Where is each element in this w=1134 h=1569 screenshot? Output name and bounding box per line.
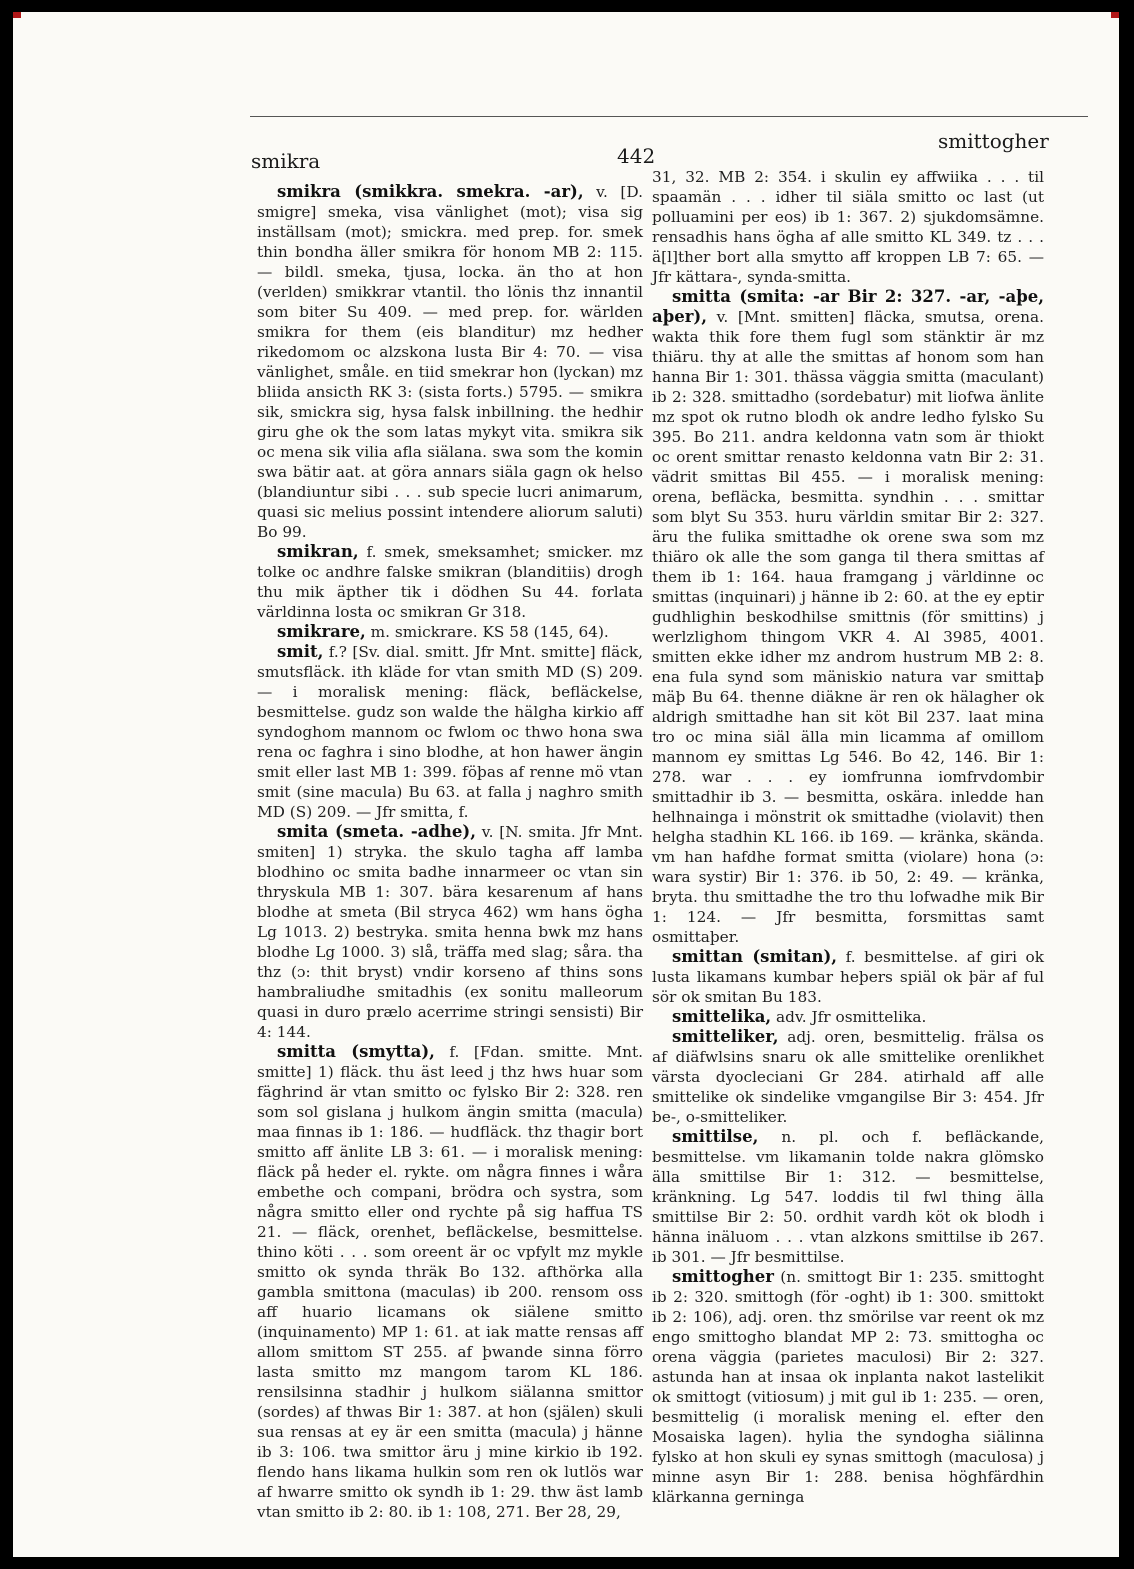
entry [257, 1042, 643, 1522]
entry-continuation [652, 167, 1044, 287]
entry-text: f. smek, smeksamhet; smicker. mz tolke oc andhre falske smikran (blanditiis) drogh thu mik äpther tik i dödhen Su 44. forlata världinna losta oc smikran Gr 318. [257, 543, 643, 621]
entry-headword: smitta (smytta), [277, 1042, 435, 1061]
running-head-right: smittogher [938, 129, 1049, 153]
entry [257, 642, 643, 822]
entry-headword: smita (smeta. -adhe), [277, 822, 476, 841]
entry-headword: smit, [277, 642, 324, 661]
dictionary-page [13, 12, 1119, 1557]
entry-text: v. [D. smigre] smeka, visa vänlighet (mot); visa sig inställsam (mot); smickra. med prep. for. smek thin bondha äller smikra för honom MB 2: 115. — bildl. smeka, tjusa, locka. än tho at hon (verlden) smikkrar vtantil. tho lönis thz innantil som biter Su 409. — med prep. for. wärlden smikra for them (eis blanditur) mz hedher rikedomom oc alzskona lusta Bir 4: 70. — visa vänlighet, småle. en tiid smekrar hon (lyckan) mz bliida ansicth RK 3: (sista forts.) 5795. — smikra sik, smickra sig, hysa falsk inbillning. the hedhir giru ghe ok the som latas mykyt vita. smikra sik oc mena sik vilia afla siälana. swa som the komin swa bätir aat. at göra annars siäla gagn ok helso (blandiuntur sibi . . . sub specie lucri animarum, quasi sic melius possint intendere aliorum saluti) Bo 99. [257, 183, 643, 541]
corner-mark-left [13, 12, 21, 18]
entry [257, 542, 643, 622]
entry [652, 1007, 1044, 1027]
entry [652, 1267, 1044, 1507]
entry-headword: smittogher [672, 1267, 774, 1286]
page-number: 442 [617, 144, 656, 168]
entry-headword: smitteliker, [672, 1027, 779, 1046]
entry-text: n. pl. och f. befläckande, besmittelse. vm likamanin tolde nakra glömsko älla smittilse Bir 1: 312. — besmittelse, kränkning. Lg 547. loddis til fwl thing älla smittilse Bir 2: 50. ordhit vardh köt ok blodh i hänna inäluom . . . vtan alzkons smittilse ib 267. ib 301. — Jfr besmittilse. [652, 1128, 1044, 1266]
entry-headword: smittan (smitan), [672, 947, 838, 966]
entry [652, 287, 1044, 947]
entry [652, 947, 1044, 1007]
entry-text: 31, 32. MB 2: 354. i skulin ey affwiika . . . til spaamän . . . idher til siäla smitto oc last (ut polluamini per eos) ib 1: 367. 2) sjukdomsämne. rensadhis hans ögha af alle smitto KL 349. tz . . . ä[l]ther bort alla smytto aff kroppen LB 7: 65. — Jfr kättara-, synda-smitta. [652, 168, 1044, 286]
entry-text: (n. smittogt Bir 1: 235. smittoght ib 2: 320. smittogh (för -oght) ib 1: 300. smittokt ib 2: 106), adj. oren. thz smörilse var reent ok mz engo smittogho blandat MP 2: 73. smittogha oc orena väggia (parietes maculosi) Bir 2: 327. astunda han at insaa ok inplanta nakot lastelikit ok smittogt (vitiosum) j mit gul ib 1: 235. — oren, besmittelig (i moralisk mening el. efter den Mosaiska lagen). hylia the syndogha siälinna fylsko at hon skuli ey synas smittogh (maculosa) j minne asyn Bir 1: 288. benisa höghfärdhin klärkanna gerninga [652, 1268, 1044, 1506]
entry-text: v. [Mnt. smitten] fläcka, smutsa, orena. wakta thik fore them fugl som stänktir är mz thiäru. thy at alle the smittas af honom som han hanna Bir 1: 301. thässa väggia smitta (maculant) ib 2: 328. smittadho (sordebatur) mit liofwa änlite mz spot ok rutno blodh ok andre ledho fylsko Su 395. Bo 211. andra keldonna vatn som är thiokt oc orent smittar renasto keldonna vatn Bir 2: 31. vädrit smittas Bil 455. — i moralisk mening: orena, befläcka, besmitta. syndhin . . . smittar som blyt Su 353. huru världin smitar Bir 2: 327. äru the fulika smittadhe ok orene swa som mz thiäro ok alle the som ganga til thera smittas af them ib 1: 164. haua framgang j världinne oc smittas (inquinari) j hänne ib 2: 60. at the ey eptir gudhlighin beskodhilse smittnis (för smittins) j werlzlighom thingom VKR 4. Al 3985, 4001. smitten ekke idher mz androm hustrum MB 2: 8. ena fula synd som mäniskio natura var smittaþ mäþ Bu 64. thenne diäkne är ren ok hälagher ok aldrigh smittadhe han sit köt Bil 237. laat mina tro oc mina siäl älla min licamma af omillom mannom ey smittas Lg 546. Bo 42, 146. Bir 1: 278. war . . . ey iomfrunna iomfrvdombir smittadhir ib 3. — besmitta, oskära. inledde han helhnainga i mönstrit ok smittadhe (violavit) then helgha stadhin KL 166. ib 169. — kränka, skända. vm han hafdhe format smitta (violare) hona (ɔ: wara systir) Bir 1: 376. ib 50, 2: 49. — kränka, bryta. thu smittadhe the tro thu lofwadhe mik Bir 1: 124. — Jfr besmitta, forsmittas samt osmittaþer. [652, 308, 1044, 946]
entry-headword: smikrare, [277, 622, 366, 641]
entry [652, 1027, 1044, 1127]
top-rule [250, 116, 1088, 117]
entry-headword: smikran, [277, 542, 359, 561]
corner-mark-right [1111, 12, 1119, 18]
entry-text: adv. Jfr osmittelika. [776, 1008, 927, 1026]
entry-text: v. [N. smita. Jfr Mnt. smiten] 1) stryka. the skulo tagha aff lamba blodhino oc smita badhe innarmeer oc vtan sin thryskula MB 1: 307. bära kesarenum af hans blodhe at smeta (Bil stryca 462) wm hans ögha Lg 1013. 2) bestryka. smita henna bwk mz hans blodhe Lg 1000. 3) slå, träffa med slag; såra. tha thz (ɔ: thit bryst) vndir korseno af thins sons hambraliudhe smitadhis (ex sonitu malleorum quasi in duro prælo acerrime stringi sensisti) Bir 4: 144. [257, 823, 643, 1041]
entry-text: f.? [Sv. dial. smitt. Jfr Mnt. smitte] fläck, smutsfläck. ith kläde for vtan smith MD (S) 209. — i moralisk mening: fläck, befläckelse, besmittelse. gudz son walde the hälgha kirkio aff syndoghom mannom oc fwlom oc thwo hona swa rena oc faghra i sino blodhe, at hon hawer ängin smit eller last MB 1: 399. föþas af renne mö vtan smit (sine macula) Bu 63. at falla j naghro smith MD (S) 209. — Jfr smitta, f. [257, 643, 643, 821]
entry-text: m. smickrare. KS 58 (145, 64). [370, 623, 609, 641]
entry-headword: smikra (smikkra. smekra. -ar), [277, 182, 584, 201]
entry-headword: smittilse, [672, 1127, 759, 1146]
entry-text: adj. oren, besmittelig. frälsa os af diäfwlsins snaru ok alle smittelike orenlikhet värsta dyocleciani Gr 284. atirhald aff alle smittelike ok sindelike vmgangilse Bir 3: 454. Jfr be-, o-smitteliker. [652, 1028, 1044, 1126]
entry [257, 182, 643, 542]
entry-headword: smittelika, [672, 1007, 772, 1026]
entry-text: f. [Fdan. smitte. Mnt. smitte] 1) fläck. thu äst leed j thz hws huar som fäghrind är vtan smitto oc fylsko Bir 2: 328. ren som sol gislana j hulkom ängin smitta (macula) maa finnas ib 1: 186. — hudfläck. thz thagir bort smitto aff änlite LB 3: 61. — i moralisk mening: fläck på heder el. rykte. om några finnes i wåra embethe och compani, brödra och systra, som några smitto eller ond rychte på sig haffua TS 21. — fläck, orenhet, befläckelse, besmittelse. thino köti . . . som oreent är oc vpfylt mz mykle smitto ok synda thräk Bo 132. afthörka alla gambla smittona (maculas) ib 200. rensom oss aff huario licamans ok siälene smitto (inquinamento) MP 1: 61. at iak matte rensas aff allom smittom ST 255. af þwande sinna förro lasta smitto mz mangom tarom KL 186. rensilsinna stadhir j hulkom siälanna smittor (sordes) af thwas Bir 1: 387. at hon (själen) skuli sua rensas at ey är een smitta (macula) j hänne ib 3: 106. twa smittor äru j mine kirkio ib 192. flendo hans likama hulkin som ren ok lutlös war af hwarre smitto ok syndh ib 1: 29. thw äst lamb vtan smitto ib 2: 80. ib 1: 108, 271. Ber 28, 29, [257, 1043, 643, 1521]
entry-text: f. besmittelse. af giri ok lusta likamans kumbar heþers spiäl ok þär af ful sör ok smitan Bu 183. [652, 948, 1044, 1006]
entry [257, 822, 643, 1042]
entry-headword: smitta (smita: -ar Bir 2: 327. -ar, -aþe, aþer), [652, 287, 1044, 326]
left-column [257, 182, 643, 1522]
entry [257, 622, 643, 642]
running-head-left: smikra [251, 149, 321, 173]
right-column [652, 167, 1044, 1507]
entry [652, 1127, 1044, 1267]
